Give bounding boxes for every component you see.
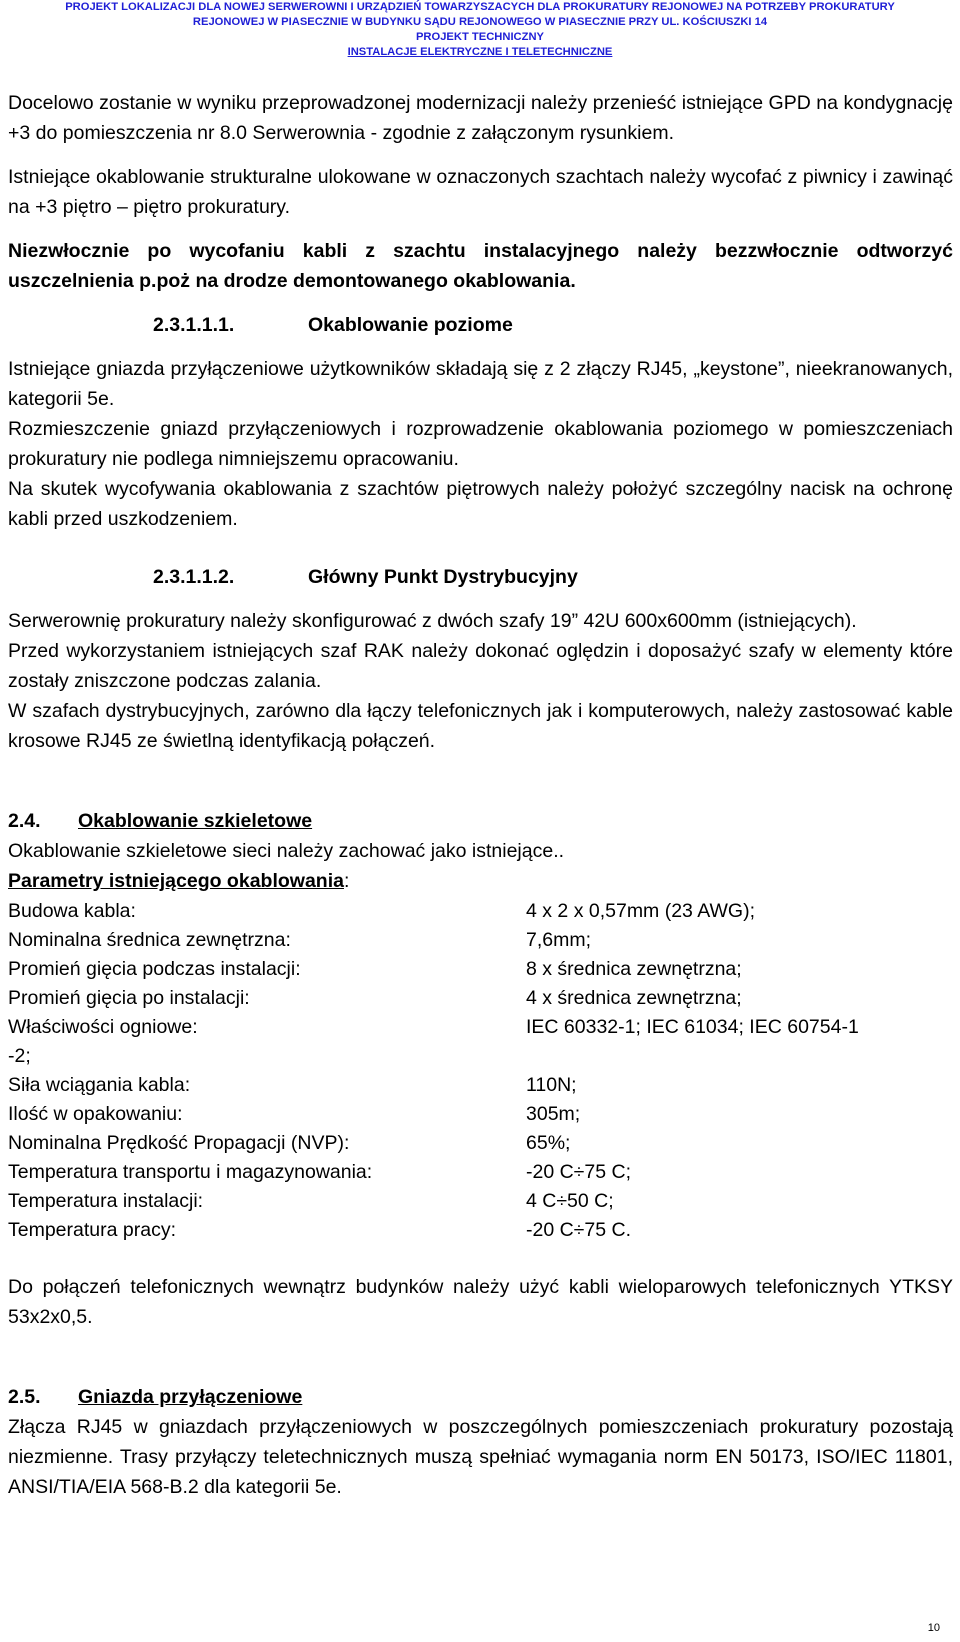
parameter-value: 8 x średnica zewnętrzna; [526,958,742,980]
parameter-label: Promień gięcia po instalacji: [8,987,250,1009]
section-2312-paragraph-3: W szafach dystrybucyjnych, zarówno dla łączy telefonicznych jak i komputerowych, należy zastosować kable krosowe RJ45 ze świetlną identyfikacją połączeń. [8,700,953,752]
parameter-label: Ilość w opakowaniu: [8,1103,183,1125]
parameter-row [8,1099,953,1128]
parameters-heading-colon: : [343,870,350,892]
parameter-label: Temperatura transportu i magazynowania: [8,1161,373,1183]
intro-paragraph-1: Docelowo zostanie w wyniku przeprowadzonej modernizacji należy przenieść istniejące GPD na kondygnację +3 do pomieszczenia nr 8.0 Serwerownia - zgodnie z załączonym rysunkiem. [8,92,953,144]
section-title: Główny Punkt Dystrybucyjny [308,566,578,588]
intro-paragraph-3: Niezwłocznie po wycofaniu kabli z szachtu instalacyjnego należy bezzwłocznie odtworzyć uszczelnienia p.poż na drodze demontowanego okablowania. [8,240,953,292]
parameter-value: 4 x 2 x 0,57mm (23 AWG); [526,900,756,922]
parameter-value: -20 C÷75 C. [526,1219,631,1241]
parameter-row [8,1070,953,1099]
section-number: 2.5. [8,1386,41,1408]
parameter-row [8,1186,953,1215]
parameter-label: Nominalna Prędkość Propagacji (NVP): [8,1132,350,1154]
header-line-3: PROJEKT TECHNICZNY [415,31,545,43]
parameter-row [8,925,953,954]
parameter-value: 4 C÷50 C; [526,1190,614,1212]
section-2312-paragraph-1: Serwerownię prokuratury należy skonfigurować z dwóch szafy 19” 42U 600x600mm (istniejących). [8,610,857,632]
page-number: 10 [927,1622,940,1634]
parameter-label: Właściwości ogniowe: [8,1016,198,1038]
section-24-paragraph-1: Okablowanie szkieletowe sieci należy zachować jako istniejące.. [8,840,565,862]
section-25-heading [8,1382,953,1412]
section-title: Okablowanie szkieletowe [78,810,313,832]
section-24-paragraph-2: Do połączeń telefonicznych wewnątrz budynków należy użyć kabli wieloparowych telefonicznych YTKSY 53x2x0,5. [8,1276,953,1328]
document-body [8,88,953,1502]
parameter-label: Siła wciągania kabla: [8,1074,191,1096]
parameter-value: 110N; [526,1074,577,1096]
section-title: Okablowanie poziome [308,314,513,336]
parameter-label: Promień gięcia podczas instalacji: [8,958,301,980]
parameters-list [8,896,953,1244]
parameter-row [8,983,953,1012]
section-2311-paragraph-1: Istniejące gniazda przyłączeniowe użytkowników składają się z 2 złączy RJ45, „keystone”, nieekranowanych, kategorii 5e. [8,358,953,410]
section-2312-paragraph-2: Przed wykorzystaniem istniejących szaf RAK należy dokonać oględzin i doposażyć szafy w elementy które zostały zniszczone podczas zalania. [8,640,953,692]
document-header [0,0,960,60]
parameters-heading [8,866,953,896]
header-line-2: REJONOWEJ W PIASECZNIE W BUDYNKU SĄDU REJONOWEGO W PIASECZNIE PRZY UL. KOŚCIUSZKI 14 [192,16,768,28]
parameters-heading-text: Parametry istniejącego okablowania [8,870,344,892]
parameter-label: -2; [8,1045,31,1067]
parameter-row [8,1128,953,1157]
section-2311-paragraph-2: Rozmieszczenie gniazd przyłączeniowych i rozprowadzenie okablowania poziomego w pomieszczeniach prokuratury nie podlega nimniejszemu opracowaniu. [8,418,953,470]
intro-paragraph-2: Istniejące okablowanie strukturalne ulokowane w oznaczonych szachtach należy wycofać z piwnicy i zawinąć na +3 piętro – piętro prokuratury. [8,166,953,218]
parameter-row [8,1041,953,1070]
parameter-value: 4 x średnica zewnętrzna; [526,987,742,1009]
parameter-value: 305m; [526,1103,581,1125]
section-number: 2.3.1.1.2. [153,566,235,588]
parameter-label: Budowa kabla: [8,900,136,922]
section-24-heading [8,806,953,836]
parameter-row [8,954,953,983]
parameter-value: -20 C÷75 C; [526,1161,631,1183]
section-number: 2.4. [8,810,41,832]
section-2311-heading [8,310,953,340]
header-line-1: PROJEKT LOKALIZACJI DLA NOWEJ SERWEROWNI I URZĄDZIEŃ TOWARZYSZACYCH DLA PROKURATURY REJONOWEJ NA POTRZEBY PROKURATURY [65,1,895,13]
parameter-label: Temperatura pracy: [8,1219,176,1241]
parameter-row [8,1157,953,1186]
parameter-row [8,1012,953,1041]
parameter-label: Nominalna średnica zewnętrzna: [8,929,291,951]
section-25-paragraph-1: Złącza RJ45 w gniazdach przyłączeniowych w poszczególnych pomieszczeniach prokuratury pozostają niezmienne. Trasy przyłączy teletechnicznych muszą spełniać wymagania norm EN 50173, ISO/IEC 11801, ANSI/TIA/EIA 568-B.2 dla kategorii 5e. [8,1416,953,1498]
section-2312-heading [8,562,953,592]
section-title: Gniazda przyłączeniowe [78,1386,303,1408]
parameter-row [8,1215,953,1244]
parameter-row [8,896,953,925]
parameter-label: Temperatura instalacji: [8,1190,204,1212]
parameter-value: 65%; [526,1132,571,1154]
parameter-value: IEC 60332-1; IEC 61034; IEC 60754-1 [526,1016,859,1038]
parameter-value: 7,6mm; [526,929,592,951]
header-line-4: INSTALACJE ELEKTRYCZNE I TELETECHNICZNE [347,46,613,58]
section-2311-paragraph-3: Na skutek wycofywania okablowania z szachtów piętrowych należy położyć szczególny nacisk na ochronę kabli przed uszkodzeniem. [8,478,953,530]
section-number: 2.3.1.1.1. [153,314,235,336]
